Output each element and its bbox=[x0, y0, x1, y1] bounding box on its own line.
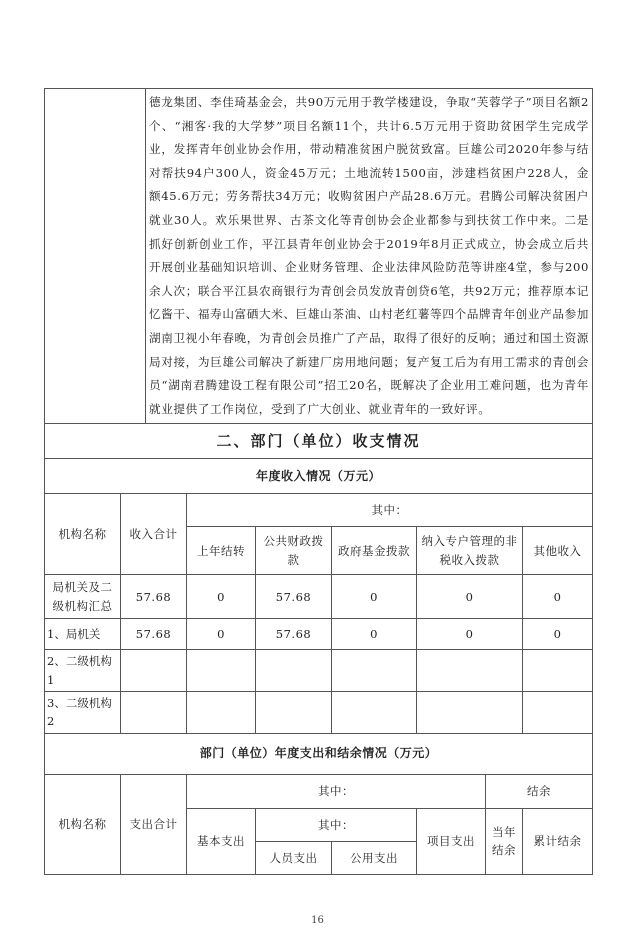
row-c1 bbox=[187, 650, 256, 692]
expense-col-project: 项目支出 bbox=[417, 808, 486, 874]
row-c3 bbox=[332, 692, 417, 734]
finance-table bbox=[44, 458, 593, 875]
page-number: 16 bbox=[311, 914, 324, 926]
row-total: 57.68 bbox=[121, 575, 187, 619]
expense-col-personnel: 人员支出 bbox=[256, 841, 332, 874]
row-c2: 57.68 bbox=[256, 619, 332, 650]
expense-col-total: 支出合计 bbox=[121, 774, 187, 874]
expense-col-balance: 结余 bbox=[486, 774, 593, 808]
table-row bbox=[45, 575, 593, 619]
row-c5: 0 bbox=[523, 619, 593, 650]
expense-col-basic-group: 其中： bbox=[256, 808, 417, 841]
narrative-paragraph: 德龙集团、李佳琦基金会，共90万元用于教学楼建设，争取“芙蓉学子”项目名额2个、“湘客·我的大学梦”项目名额11个，共计6.5万元用于资助贫困学生完成学业，发挥青年创业协会作用，带动精准贫困户脱贫致富。巨雄公司2020年参与结对帮扶94户300人，资金45万元；土地流转1500亩，涉建档贫困户228人，金额45.6万元；劳务帮扶34万元；收购贫困户产品28.6万元。君腾公司解决贫困户就业30人。欢乐果世界、古茶文化等青创协会企业都参与到扶贫工作中来。二是抓好创新创业工作，平江县青年创业协会于2019年8月正式成立，协会成立后共开展创业基础知识培训、企业财务管理、企业法律风险防范等讲座4堂，参与200余人次；联合平江县农商银行为青创会员发放青创贷6笔，共92万元；推荐原本记忆酱干、福寿山富硒大米、巨雄山茶油、山村老红薯等四个品牌青年创业产品参加湖南卫视小年春晚，为青创会员推广了产品，取得了很好的反响；通过和国土资源局对接，为巨雄公司解决了新建厂房用地问题；复产复工后为有用工需求的青创会员“湖南君腾建设工程有限公司”招工20名，既解决了企业用工难问题，也为青年就业提供了工作岗位，受到了广大创业、就业青年的一致好评。 bbox=[146, 89, 593, 424]
row-c4 bbox=[417, 650, 523, 692]
expense-col-group: 其中： bbox=[187, 774, 486, 808]
row-c1: 0 bbox=[187, 575, 256, 619]
expense-title: 部门（单位）年度支出和结余情况（万元） bbox=[45, 733, 593, 774]
row-c2 bbox=[256, 650, 332, 692]
row-total: 57.68 bbox=[121, 619, 187, 650]
row-c4: 0 bbox=[417, 619, 523, 650]
row-c1 bbox=[187, 692, 256, 734]
row-name: 2、二级机构 1 bbox=[45, 650, 121, 692]
expense-col-name: 机构名称 bbox=[45, 774, 121, 874]
row-total bbox=[121, 692, 187, 734]
narrative-label-cell bbox=[45, 89, 146, 424]
row-name: 局机关及二级机构汇总 bbox=[45, 575, 121, 619]
expense-col-cum-balance: 累计结余 bbox=[523, 808, 593, 874]
row-total bbox=[121, 650, 187, 692]
row-c4 bbox=[417, 692, 523, 734]
income-col-nontax: 纳入专户管理的非税收入拨款 bbox=[417, 527, 523, 575]
expense-col-year-balance: 当年结余 bbox=[486, 808, 523, 874]
row-c1: 0 bbox=[187, 619, 256, 650]
row-name: 3、二级机构 2 bbox=[45, 692, 121, 734]
income-col-group: 其中： bbox=[187, 494, 593, 527]
section-title: 二、部门（单位）收支情况 bbox=[45, 424, 593, 459]
row-c5 bbox=[523, 692, 593, 734]
income-col-name: 机构名称 bbox=[45, 494, 121, 575]
row-c3 bbox=[332, 650, 417, 692]
expense-col-public: 公用支出 bbox=[332, 841, 417, 874]
table-row bbox=[45, 650, 593, 692]
row-c2 bbox=[256, 692, 332, 734]
row-c3: 0 bbox=[332, 575, 417, 619]
income-title: 年度收入情况（万元） bbox=[45, 459, 593, 494]
row-name: 1、局机关 bbox=[45, 619, 121, 650]
row-c3: 0 bbox=[332, 619, 417, 650]
row-c2: 57.68 bbox=[256, 575, 332, 619]
expense-col-basic: 基本支出 bbox=[187, 808, 256, 874]
income-col-other: 其他收入 bbox=[523, 527, 593, 575]
income-col-gov-fund: 政府基金拨款 bbox=[332, 527, 417, 575]
income-col-total: 收入合计 bbox=[121, 494, 187, 575]
row-c5 bbox=[523, 650, 593, 692]
income-col-prev-carryover: 上年结转 bbox=[187, 527, 256, 575]
income-col-public-finance: 公共财政拨款 bbox=[256, 527, 332, 575]
narrative-table bbox=[44, 88, 593, 459]
row-c4: 0 bbox=[417, 575, 523, 619]
table-row bbox=[45, 692, 593, 734]
table-row bbox=[45, 619, 593, 650]
row-c5: 0 bbox=[523, 575, 593, 619]
